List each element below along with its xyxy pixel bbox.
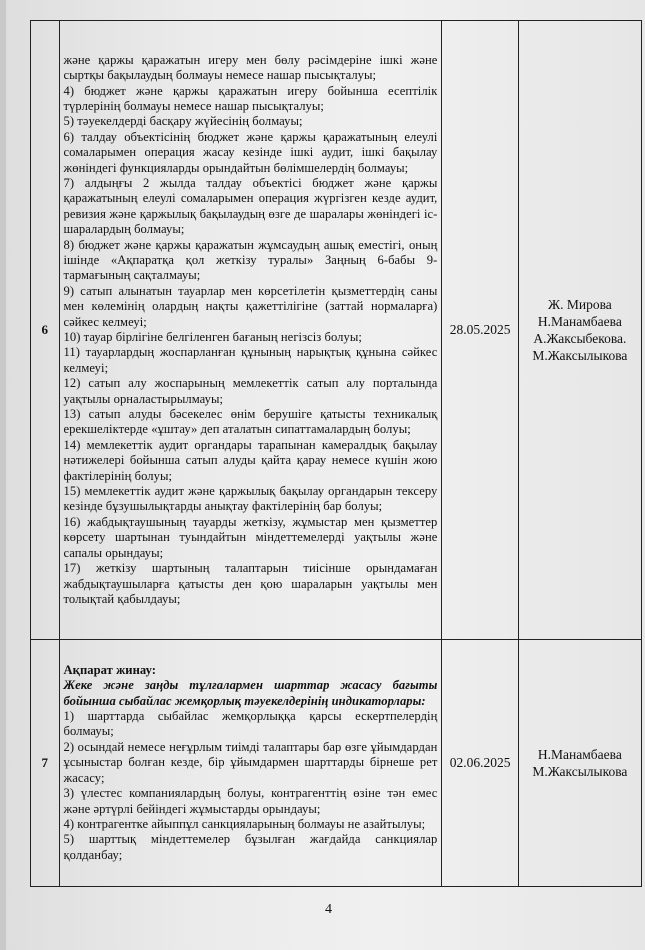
section-heading: Ақпарат жинау: xyxy=(63,662,157,677)
row-number: 6 xyxy=(31,21,60,640)
list-item: 1) шарттарда сыбайлас жемқорлыққа қарсы ескертпелердің болмауы; xyxy=(63,709,438,739)
responsible-persons xyxy=(518,640,641,887)
responsible-name: Ж. Мирова xyxy=(548,297,612,312)
list-item: 11) тауарлардың жоспарланған құнының нарықтық құнына сәйкес келмеуі; xyxy=(63,345,438,375)
measures-cell xyxy=(59,21,442,640)
list-item: 17) жеткізу шартының талаптарын тиісінше орындамаған жабдықтаушыларға қатысты ден қою шараларын уақтылы мен толықтай қабылдауы; xyxy=(63,561,438,606)
page-number: 4 xyxy=(325,902,332,917)
deadline-date: 28.05.2025 xyxy=(442,21,518,640)
list-item: және қаржы қаражатын игеру мен бөлу рәсімдеріне ішкі және сыртқы бақылаудың болмауы немесе нашар пысықталуы; xyxy=(63,52,438,83)
list-item: 4) контрагентке айыппұл санкцияларының болмауы не азайтылуы; xyxy=(63,816,426,831)
list-item: 12) сатып алу жоспарының мемлекеттік сатып алу порталында уақтылы орналастырылмауы; xyxy=(63,376,438,406)
list-item: 3) үлестес компаниялардың болуы, контрагенттің өзіне тән емес және әртүрлі бейіндегі жұмыстарды орындауы; xyxy=(63,786,438,816)
list-item: 9) сатып алынатын тауарлар мен көрсетілетін қызметтердің саны мен көлемінің олардың нақты қажеттілігіне (заттай нормаларға) сәйкес келмеуі; xyxy=(63,283,438,329)
list-item: 5) шарттық міндеттемелер бұзылған жағдайда санкциялар қолданбау; xyxy=(63,832,438,862)
document-page xyxy=(6,0,645,950)
section-subheading: Жеке және заңды тұлғалармен шарттар жасасу бағыты бойынша сыбайлас жемқорлық тәуекелдерінің индикаторлары: xyxy=(63,678,438,708)
measures-cell xyxy=(59,640,442,887)
list-item: 8) бюджет және қаржы қаражатын жұмсаудың ашық еместігі, оның ішінде «Ақпаратқа қол жеткізу туралы» Заңның 6-бабы 9-тармағының сақталмауы; xyxy=(63,237,438,283)
responsible-name: М.Жаксылыкова xyxy=(532,764,628,779)
list-item: 13) сатып алуды бәсекелес өнім берушіге қатысты техникалық ерекшеліктерде «ұштау» деп аталатын сипаттамалардың болуы; xyxy=(63,407,438,437)
list-item: 2) осындай немесе неғұрлым тиімді талаптары бар өзге ұйымдардан ұсыныстар болған кезде, бір ұйымдармен шарттарды бірнеше рет жасасу; xyxy=(63,739,438,785)
responsible-name: Н.Манамбаева xyxy=(537,314,622,329)
responsible-name: Н.Манамбаева xyxy=(537,747,622,762)
list-item: 10) тауар бірлігіне белгіленген бағаның негізсіз болуы; xyxy=(63,330,362,344)
list-item: 6) талдау объектісінің бюджет және қаржы қаражатының елеулі сомаларымен операция жасау кезінде ішкі аудит, ішкі бақылау жөніндегі функцияларды орындайтын бөлімшелердің болмауы; xyxy=(63,129,438,175)
responsible-name: А.Жаксыбекова. xyxy=(533,331,627,346)
list-item: 14) мемлекеттік аудит органдары тарапынан камералдық бақылау нәтижелері бойынша сатып алуды қайта қарау немесе күшін жою фактілерінің болуы; xyxy=(63,437,438,483)
list-item: 5) тәуекелдерді басқару жүйесінің болмауы; xyxy=(63,114,303,129)
list-item: 16) жабдықтаушының тауарды жеткізу, жұмыстар мен қызметтер көрсету шартынан туындайтын міндеттемелерді уақтылы және сапалы орындауы; xyxy=(63,514,438,560)
responsible-name: М.Жаксылыкова xyxy=(532,348,628,363)
table-row xyxy=(31,640,642,887)
plan-table xyxy=(30,20,642,887)
row-number: 7 xyxy=(31,640,60,887)
list-item: 15) мемлекеттік аудит және қаржылық бақылау органдарын тексеру кезінде бұзушылықтарды анықтау фактілерінің бар болуы; xyxy=(63,484,438,514)
list-item: 4) бюджет және қаржы қаражатын игеру бойынша есептілік түрлерінің болмауы немесе нашар пысықталуы; xyxy=(63,83,438,113)
responsible-persons xyxy=(518,21,641,640)
table-row xyxy=(31,21,642,640)
list-item: 7) алдыңғы 2 жылда талдау объектісі бюджет және қаржы қаражатының елеулі сомаларымен операция жүргізген кезде аудит, ревизия және қаржылық бақылаудың өзге де шаралары жөніндегі іс-шаралардың болмауы; xyxy=(63,175,438,237)
deadline-date: 02.06.2025 xyxy=(442,640,518,887)
